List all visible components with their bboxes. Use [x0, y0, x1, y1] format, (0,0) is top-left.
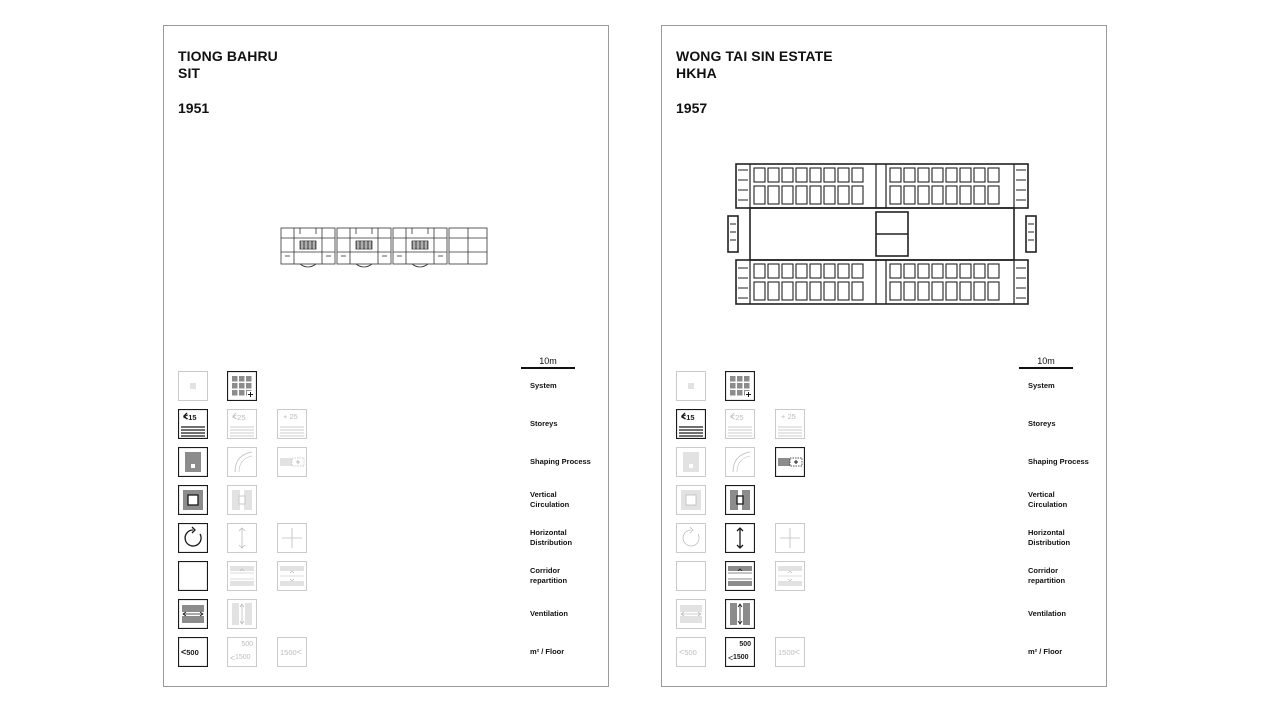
panel-title	[676, 48, 833, 82]
storeys-lt25-icon	[725, 409, 755, 439]
central-core-icon	[676, 485, 706, 515]
project-year: 1951	[178, 100, 210, 116]
area-500-1500-icon	[227, 637, 257, 667]
cell-text: <25	[232, 412, 246, 422]
cell-text: <15	[183, 412, 197, 422]
storeys-gt25-icon	[277, 409, 307, 439]
circular-arrow-icon	[676, 523, 706, 553]
floor-plan-drawing	[726, 160, 1038, 308]
criterion-label: Storeys	[1028, 419, 1056, 428]
scale-label: 10m	[1037, 356, 1055, 366]
cell-text: <25	[730, 412, 744, 422]
lt-glyph: <	[232, 412, 238, 422]
lt-glyph: <	[181, 647, 187, 657]
lt-glyph: <	[183, 412, 189, 422]
lt-glyph: <	[681, 412, 687, 422]
storeys-gt25-icon	[775, 409, 805, 439]
project-year: 1957	[676, 100, 708, 116]
criterion-label-line1: Horizontal	[1028, 528, 1065, 537]
lt-glyph: <	[679, 647, 685, 657]
criterion-label-line1: Vertical	[1028, 490, 1055, 499]
split-core-icon	[725, 485, 755, 515]
cell-text-lower: 1500	[235, 654, 251, 661]
criterion-label-line1: Corridor	[1028, 566, 1058, 575]
criterion-label: System	[1028, 381, 1055, 390]
double-corridor-icon	[725, 561, 755, 591]
floor-plan-drawing	[280, 224, 490, 270]
area-lt500-icon	[178, 637, 208, 667]
vertical-arrow-icon	[227, 523, 257, 553]
area-gt1500-icon	[775, 637, 805, 667]
grid-plus-icon	[227, 371, 257, 401]
project-name: WONG TAI SIN ESTATE	[676, 48, 833, 64]
lt-glyph: <	[296, 647, 302, 657]
criterion-label: Ventilation	[530, 609, 568, 618]
curved-form-icon	[725, 447, 755, 477]
criterion-label-line1: Horizontal	[530, 528, 567, 537]
circular-arrow-icon	[178, 523, 208, 553]
criterion-label-line2: repartition	[1028, 576, 1066, 585]
criterion-label: m² / Floor	[1028, 647, 1063, 656]
project-name: TIONG BAHRU	[178, 48, 278, 64]
criterion-label: m² / Floor	[530, 647, 565, 656]
lt-glyph: <	[230, 653, 236, 663]
criterion-label-line1: Corridor	[530, 566, 560, 575]
criterion-label: Shaping Process	[1028, 457, 1089, 466]
scale-bar	[521, 356, 575, 369]
block-door-icon	[676, 447, 706, 477]
panel-tiong-bahru	[163, 25, 609, 687]
central-corridor-icon	[775, 561, 805, 591]
cell-text-upper: 500	[739, 641, 751, 648]
double-corridor-icon	[227, 561, 257, 591]
criterion-label-line2: Circulation	[530, 500, 570, 509]
horizontal-vent-icon	[676, 599, 706, 629]
architect-name: SIT	[178, 65, 201, 81]
criterion-label	[1028, 566, 1065, 586]
criterion-label-line2: repartition	[530, 576, 568, 585]
cell-text: <500	[679, 647, 697, 657]
lt-glyph: <	[728, 653, 734, 663]
cross-arrow-icon	[775, 523, 805, 553]
area-gt1500-icon	[277, 637, 307, 667]
cell-text: + 25	[283, 412, 298, 421]
criterion-label: System	[530, 381, 557, 390]
criterion-label: Shaping Process	[530, 457, 591, 466]
cell-text-lower: 1500	[733, 654, 749, 661]
small-square-icon	[676, 371, 706, 401]
architect-name: HKHA	[676, 65, 717, 81]
empty-square-icon	[676, 561, 706, 591]
storeys-lt15-icon	[178, 409, 208, 439]
cross-arrow-icon	[277, 523, 307, 553]
storeys-lt15-icon	[676, 409, 706, 439]
split-core-icon	[227, 485, 257, 515]
grid-plus-icon	[725, 371, 755, 401]
cell-text: <15	[681, 412, 695, 422]
extension-plus-icon	[277, 447, 307, 477]
vertical-vent-icon	[227, 599, 257, 629]
cell-text: 1500<	[280, 647, 302, 657]
vertical-arrow-icon	[725, 523, 755, 553]
central-core-icon	[178, 485, 208, 515]
cell-text: 1500<	[778, 647, 800, 657]
block-door-icon	[178, 447, 208, 477]
cell-text-upper: 500	[241, 641, 253, 648]
small-square-icon	[178, 371, 208, 401]
criterion-label	[530, 528, 572, 548]
lt-glyph: <	[730, 412, 736, 422]
criterion-label	[530, 566, 567, 586]
curved-form-icon	[227, 447, 257, 477]
criterion-label-line2: Circulation	[1028, 500, 1068, 509]
area-lt500-icon	[676, 637, 706, 667]
panel-wong-tai-sin	[661, 25, 1107, 687]
scale-line	[521, 367, 575, 369]
cell-text: + 25	[781, 412, 796, 421]
criterion-label-line2: Distribution	[530, 538, 573, 547]
criterion-label: Ventilation	[1028, 609, 1066, 618]
criterion-label	[1028, 528, 1070, 548]
criterion-label: Storeys	[530, 419, 558, 428]
criterion-label	[1028, 490, 1067, 510]
criterion-label	[530, 490, 569, 510]
lt-glyph: <	[794, 647, 800, 657]
scale-label: 10m	[539, 356, 557, 366]
panel-title	[178, 48, 278, 82]
area-500-1500-icon	[725, 637, 755, 667]
empty-square-icon	[178, 561, 208, 591]
extension-plus-icon	[775, 447, 805, 477]
cell-text: <500	[181, 647, 199, 657]
storeys-lt25-icon	[227, 409, 257, 439]
criterion-label-line1: Vertical	[530, 490, 557, 499]
central-corridor-icon	[277, 561, 307, 591]
criterion-label-line2: Distribution	[1028, 538, 1071, 547]
vertical-vent-icon	[725, 599, 755, 629]
scale-line	[1019, 367, 1073, 369]
horizontal-vent-icon	[178, 599, 208, 629]
scale-bar	[1019, 356, 1073, 369]
